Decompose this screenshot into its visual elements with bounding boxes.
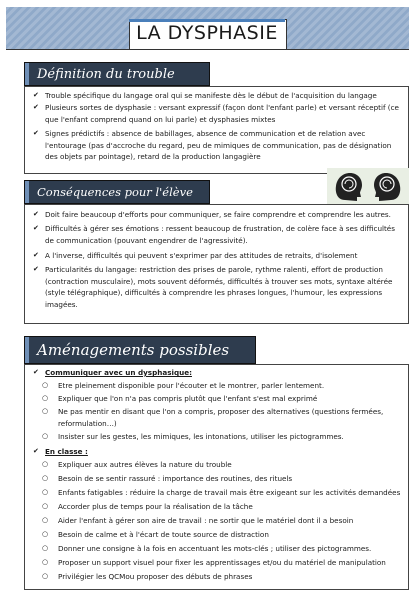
list-item	[42, 473, 403, 485]
circle-bullet-icon: ○	[42, 381, 49, 389]
list-item	[42, 431, 403, 443]
check-icon: ✔	[33, 265, 39, 273]
list-item	[42, 380, 403, 392]
section-heading-consequences	[24, 180, 210, 204]
item-text: Signes prédictifs : absence de babillages, absence de communication et de relation avec l'entourage (pas d'accroche du regard, peu de mimiques de communication, pas de désignation des objets par pointage), retard de la production langagière	[45, 129, 392, 162]
circle-bullet-icon: ○	[42, 432, 49, 440]
circle-bullet-icon: ○	[42, 407, 49, 415]
list-item	[33, 250, 403, 262]
page-title: LA DYSPHASIE	[136, 22, 278, 44]
list-item	[33, 128, 403, 163]
heading-text: Aménagements possibles	[37, 341, 230, 359]
item-text: Accorder plus de temps pour la réalisation de la tâche	[58, 502, 253, 511]
list-item	[33, 90, 403, 102]
item-text: Enfants fatigables : réduire la charge de travail mais être exigeant sur les activités demandées	[58, 488, 401, 497]
confused-heads-icon	[327, 168, 409, 204]
item-text: Besoin de se sentir rassuré : importance des routines, des rituels	[58, 474, 293, 483]
list-item	[42, 459, 403, 471]
list-item	[33, 209, 403, 221]
group-title	[33, 446, 403, 458]
circle-bullet-icon: ○	[42, 572, 49, 580]
check-icon: ✔	[33, 251, 39, 259]
heading-accent	[25, 181, 29, 203]
item-text: Difficultés à gérer ses émotions : ressent beaucoup de frustration, de colère face à ses difficultés de communication (pouvant engendrer de l'agressivité).	[45, 224, 395, 245]
list-item	[33, 102, 403, 125]
section-heading-definition	[24, 62, 210, 86]
check-icon: ✔	[33, 368, 39, 376]
title-divider	[6, 49, 409, 50]
circle-bullet-icon: ○	[42, 516, 49, 524]
list-item	[33, 223, 403, 246]
list-item	[42, 515, 403, 527]
check-icon: ✔	[33, 447, 39, 455]
list-item	[42, 571, 403, 583]
item-text: Particularités du langage: restriction des prises de parole, rythme ralenti, effort de production (contraction musculaire), mots souvent déformés, difficultés à trouver ses mots, syntaxe altérée (style télégraphique), difficultés à comprendre les phrases longues, l'humour, les expressions imagées.	[45, 265, 393, 309]
list-item	[42, 393, 403, 405]
check-icon: ✔	[33, 210, 39, 218]
item-text: Doit faire beaucoup d'efforts pour communiquer, se faire comprendre et comprendre les autres.	[45, 210, 391, 219]
item-text: Etre pleinement disponible pour l'écouter et le montrer, parler lentement.	[58, 381, 325, 390]
item-text: Privilégier les QCMou proposer des débuts de phrases	[58, 572, 253, 581]
item-text: Aider l'enfant à gérer son aire de travail : ne sortir que le matériel dont il a besoin	[58, 516, 354, 525]
circle-bullet-icon: ○	[42, 530, 49, 538]
item-text: A l'inverse, difficultés qui peuvent s'exprimer par des attitudes de retraits, d'isolement	[45, 251, 358, 260]
list-item	[42, 543, 403, 555]
item-text: Expliquer que l'on n'a pas compris plutôt que l'enfant s'est mal exprimé	[58, 394, 318, 403]
group-title-text: En classe :	[45, 447, 88, 456]
item-text: Plusieurs sortes de dysphasie : versant expressif (façon dont l'enfant parle) et versant réceptif (ce que l'enfant comprend quand on lui parle) et dysphasies mixtes	[45, 103, 399, 124]
circle-bullet-icon: ○	[42, 394, 49, 402]
check-icon: ✔	[33, 91, 39, 99]
group-title-text: Communiquer avec un dysphasique:	[45, 368, 192, 377]
heading-text: Définition du trouble	[37, 67, 175, 82]
circle-bullet-icon: ○	[42, 460, 49, 468]
check-icon: ✔	[33, 129, 39, 137]
group-title	[33, 367, 403, 379]
heading-text: Conséquences pour l'élève	[37, 185, 193, 199]
heading-accent	[25, 63, 29, 85]
list-item	[42, 501, 403, 513]
item-text: Ne pas mentir en disant que l'on a compris, proposer des alternatives (questions fermées, reformulation…)	[58, 407, 384, 428]
circle-bullet-icon: ○	[42, 474, 49, 482]
list-item	[33, 264, 403, 310]
item-text: Trouble spécifique du langage oral qui se manifeste dès le début de l'acquisition du langage	[45, 91, 377, 100]
section-heading-amenagements	[24, 336, 256, 364]
circle-bullet-icon: ○	[42, 558, 49, 566]
item-text: Insister sur les gestes, les mimiques, les intonations, utiliser les pictogrammes.	[58, 432, 344, 441]
list-item	[42, 406, 403, 429]
circle-bullet-icon: ○	[42, 502, 49, 510]
item-text: Donner une consigne à la fois en accentuant les mots-clés ; utiliser des pictogrammes.	[58, 544, 372, 553]
list-item	[42, 487, 403, 499]
check-icon: ✔	[33, 224, 39, 232]
item-text: Besoin de calme et à l'écart de toute source de distraction	[58, 530, 269, 539]
circle-bullet-icon: ○	[42, 488, 49, 496]
list-item	[42, 557, 403, 569]
circle-bullet-icon: ○	[42, 544, 49, 552]
list-item	[42, 529, 403, 541]
item-text: Proposer un support visuel pour fixer les apprentissages et/ou du matériel de manipulation	[58, 558, 386, 567]
item-text: Expliquer aux autres élèves la nature du trouble	[58, 460, 232, 469]
check-icon: ✔	[33, 103, 39, 111]
heading-accent	[25, 337, 29, 363]
